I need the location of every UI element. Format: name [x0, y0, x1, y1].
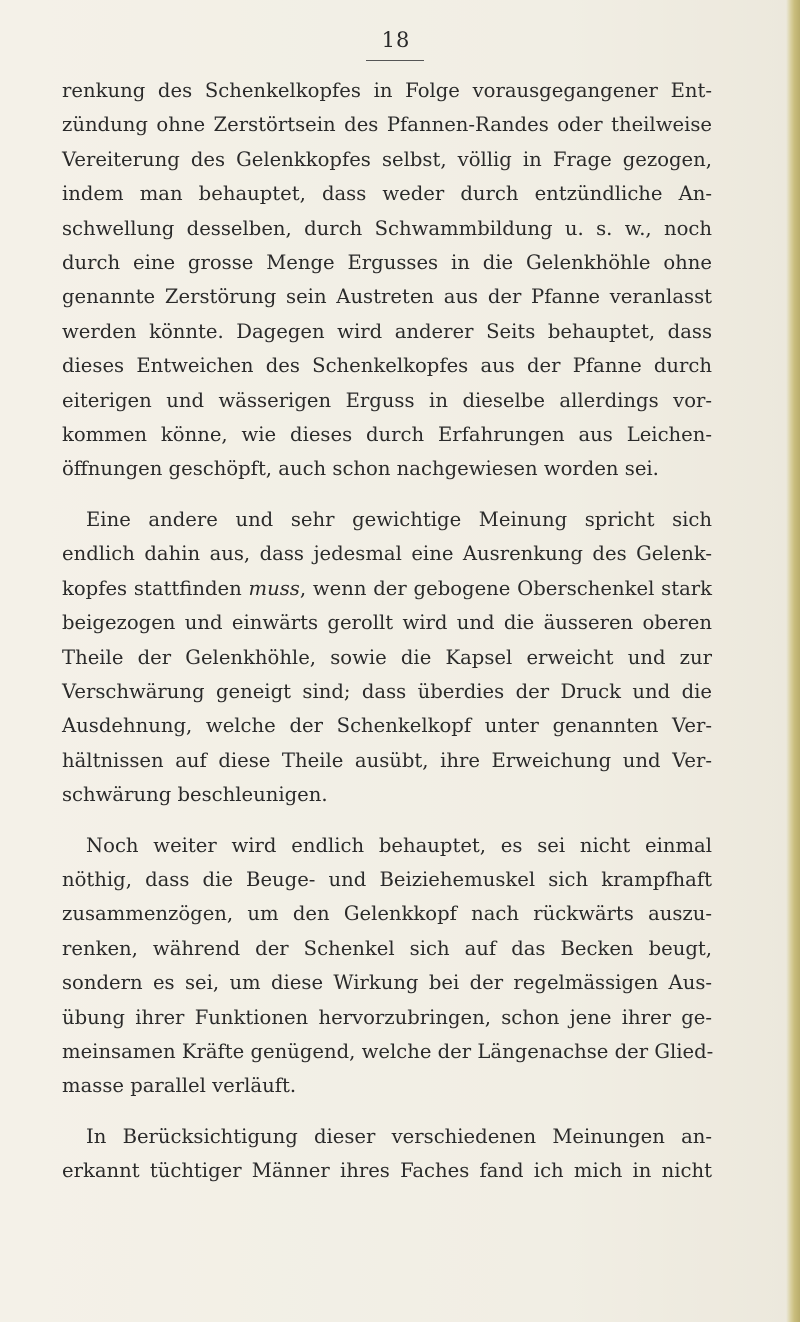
- text-line: hältnissen auf diese Theile ausübt, ihre Erweichung und Ver-: [62, 748, 712, 772]
- text-line: öffnungen geschöpft, auch schon nachgewiesen worden sei.: [62, 457, 659, 481]
- text-line: meinsamen Kräfte genügend, welche der Längenachse der Glied-: [62, 1039, 714, 1063]
- text-line: schwärung beschleunigen.: [62, 783, 328, 807]
- text-line: werden könnte. Dagegen wird anderer Seits behauptet, dass: [62, 319, 712, 343]
- text-line: sondern es sei, um diese Wirkung bei der regelmässigen Aus-: [62, 971, 712, 995]
- text-line: Vereiterung des Gelenkkopfes selbst, völlig in Frage gezogen,: [62, 147, 712, 171]
- text-line: renken, während der Schenkel sich auf das Becken beugt,: [62, 936, 712, 960]
- emphasized-word: muss: [248, 576, 300, 600]
- text-line: Ausdehnung, welche der Schenkelkopf unter genannten Ver-: [62, 714, 712, 738]
- text-line: schwellung desselben, durch Schwammbildung u. s. w., noch: [62, 216, 712, 240]
- text-line: übung ihrer Funktionen hervorzubringen, schon jene ihrer ge-: [62, 1005, 712, 1029]
- paragraph-3: [62, 829, 712, 1104]
- text-line: In Berücksichtigung dieser verschiedenen Meinungen an-: [86, 1124, 712, 1148]
- page-number-rule: [366, 60, 424, 61]
- text-line: nöthig, dass die Beuge- und Beiziehemuskel sich krampfhaft: [62, 867, 712, 891]
- text-line: durch eine grosse Menge Ergusses in die Gelenkhöhle ohne: [62, 251, 712, 275]
- text-line: eiterigen und wässerigen Erguss in dieselbe allerdings vor-: [62, 388, 712, 412]
- text-line: zündung ohne Zerstörtsein des Pfannen-Randes oder theilweise: [62, 113, 712, 137]
- paragraph-4: [62, 1120, 712, 1189]
- body-text: [62, 74, 712, 1189]
- text-line: beigezogen und einwärts gerollt wird und die äusseren oberen: [62, 611, 712, 635]
- text-line: masse parallel verläuft.: [62, 1074, 297, 1098]
- text-line: Eine andere und sehr gewichtige Meinung spricht sich: [86, 507, 712, 531]
- text-line: kommen könne, wie dieses durch Erfahrungen aus Leichen-: [62, 423, 712, 447]
- paragraph-2: [62, 503, 712, 813]
- text-line-with-emphasis: [62, 572, 712, 606]
- page-number: 18: [381, 28, 411, 52]
- text-line: genannte Zerstörung sein Austreten aus der Pfanne veranlasst: [62, 285, 712, 309]
- paragraph-1: [62, 74, 712, 487]
- text-line: renkung des Schenkelkopfes in Folge vorausgegangener Ent-: [62, 79, 712, 102]
- text-run: kopfes stattfinden: [62, 576, 242, 600]
- text-line: dieses Entweichen des Schenkelkopfes aus der Pfanne durch: [62, 354, 712, 378]
- text-line: zusammenzögen, um den Gelenkkopf nach rückwärts auszu-: [62, 902, 712, 926]
- text-line: Theile der Gelenkhöhle, sowie die Kapsel erweicht und zur: [62, 645, 712, 669]
- text-line: endlich dahin aus, dass jedesmal eine Ausrenkung des Gelenk-: [62, 542, 712, 566]
- text-line: indem man behauptet, dass weder durch entzündliche An-: [62, 182, 712, 206]
- text-line: Verschwärung geneigt sind; dass überdies der Druck und die: [62, 679, 712, 703]
- text-line: erkannt tüchtiger Männer ihres Faches fand ich mich in nicht: [62, 1159, 712, 1183]
- page-edge-shadow: [786, 0, 800, 1322]
- text-run: , wenn der gebogene Oberschenkel stark: [299, 576, 712, 600]
- text-line: Noch weiter wird endlich behauptet, es sei nicht einmal: [86, 833, 712, 857]
